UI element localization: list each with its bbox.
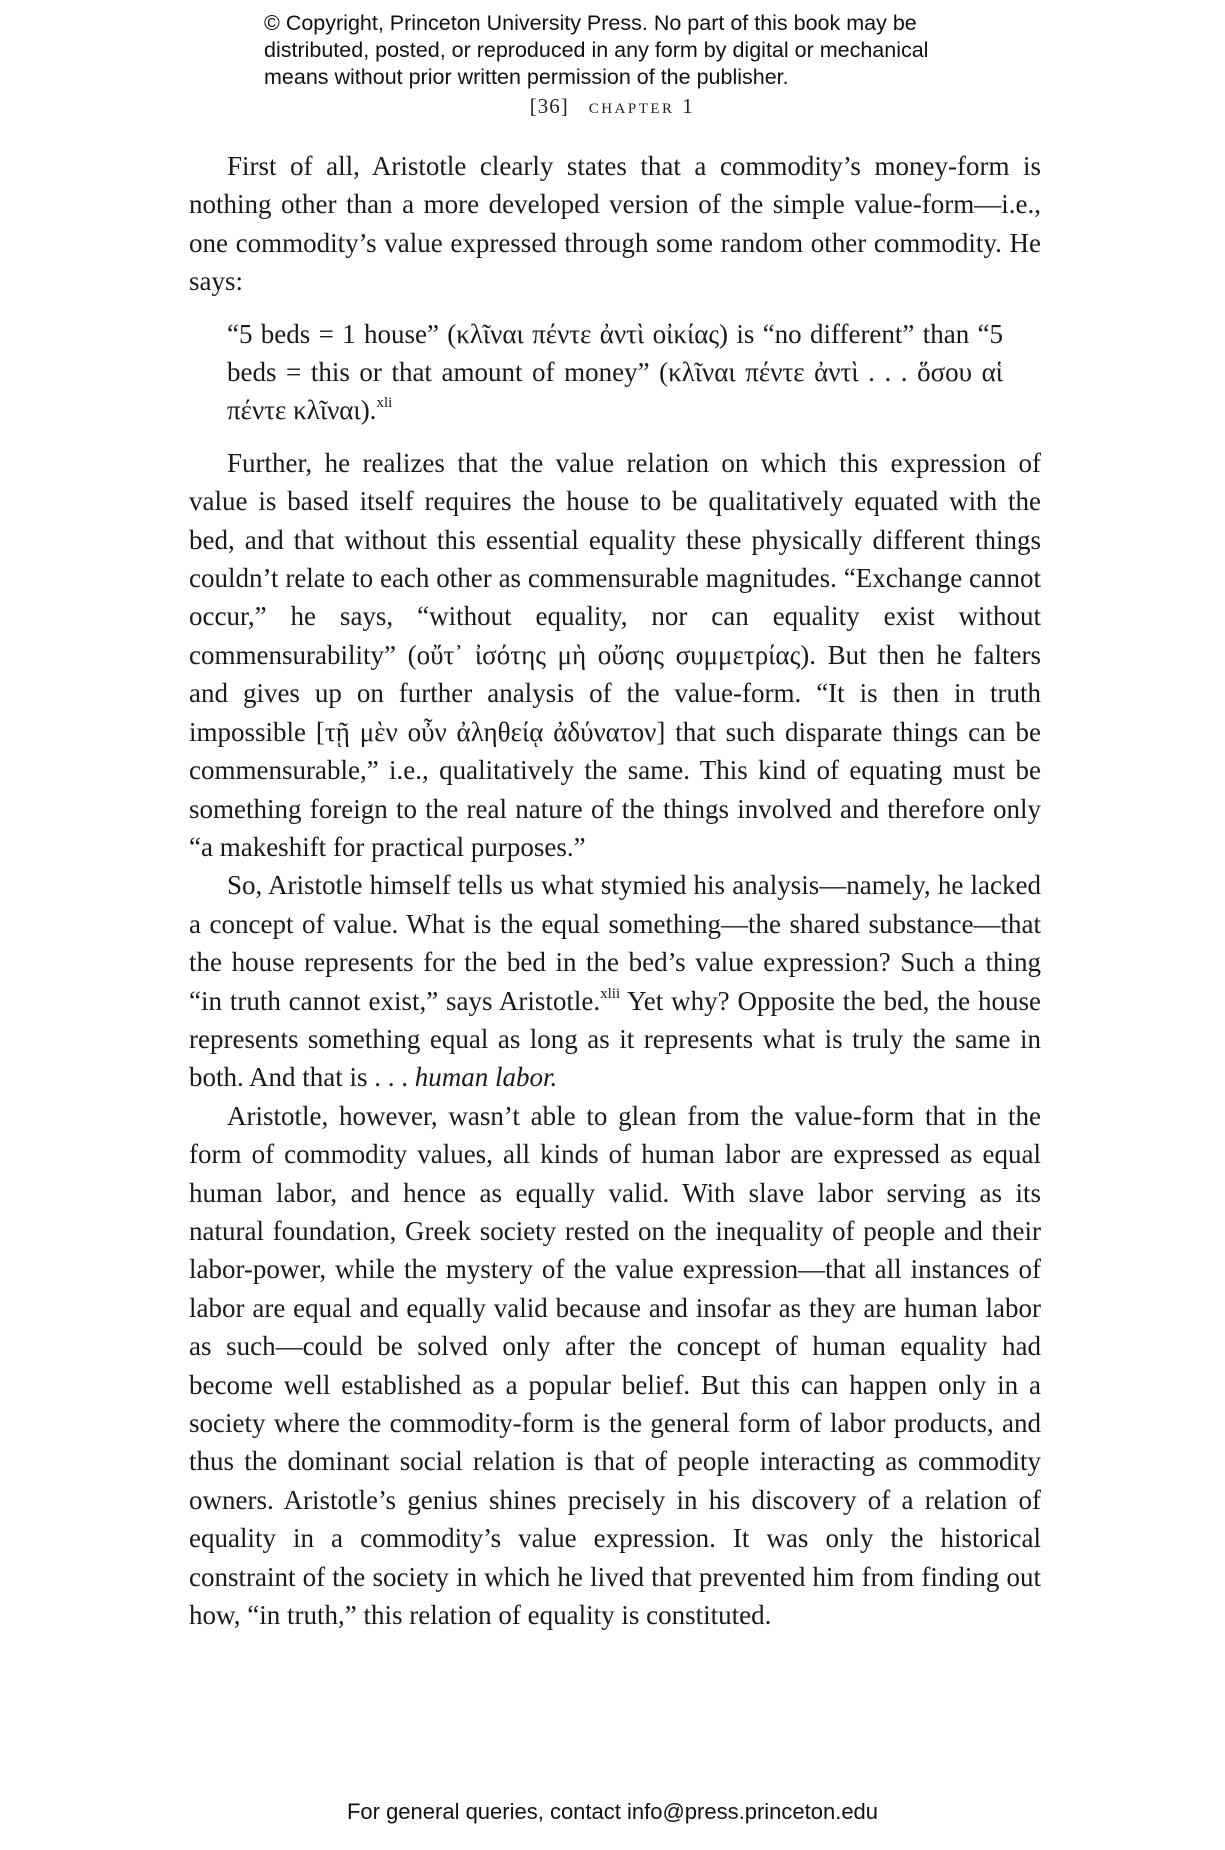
paragraph-4: Aristotle, however, wasn’t able to glean from the value-form that in the form of commodity values, all kinds of human labor are expressed as equal human labor, and hence as equally valid. With slave labor serving as its natural foundation, Greek society rested on the inequality of people and their labor-power, while the mystery of the value expression—that all instances of labor are equal and equally valid because and insofar as they are human labor as such—could be solved only after the concept of human equality had become well established as a popular belief. But this can happen only in a society where the commodity-form is the general form of labor products, and thus the dominant social relation is that of people interacting as commodity owners. Aristotle’s genius shines precisely in his discovery of a relation of equality in a commodity’s value expression. It was only the historical constraint of the society in which he lived that prevented him from finding out how, “in truth,” this relation of equality is constituted. [189, 1100, 1041, 1631]
body-text [189, 147, 1041, 1634]
paragraph-3-text-b: Yet why? Opposite the bed, the house represents something equal as long as it represents what is truly the same in both. And that is . . . [189, 985, 1041, 1093]
chapter-label: chapter 1 [588, 94, 696, 118]
endnote-marker-xlii: xlii [600, 985, 621, 1002]
paragraph-2: Further, he realizes that the value relation on which this expression of value is based itself requires the house to be qualitatively equated with the bed, and that without this essential equality these physically different things couldn’t relate to each other as commensurable magnitudes. “Exchange cannot occur,” he says, “without equality, nor can equality exist without commensurability” (οὔτ᾽ ἰσότης μὴ οὔσης συμμετρίας). But then he falters and gives up on further analysis of the value-form. “It is then in truth impossible [τῇ μὲν οὖν ἀληθείᾳ ἀδύνατον] that such disparate things can be commensurable,” i.e., qualitatively the same. This kind of equating must be something foreign to the real nature of the things involved and therefore only “a makeshift for practical purposes.” [189, 447, 1041, 862]
copyright-notice [264, 10, 984, 91]
endnote-marker-xli: xli [376, 395, 393, 412]
block-quote-text: “5 beds = 1 house” (κλῖναι πέντε ἀντὶ οἰκίας) is “no different” than “5 beds = this or that amount of money” (κλῖναι πέντε ἀντὶ . . . ὅσου αἱ πέντε κλῖναι). [227, 318, 1003, 426]
paragraph-3-emphasis: human labor. [414, 1062, 558, 1093]
running-head [0, 92, 1225, 120]
footer-contact: For general queries, contact info@press.princeton.edu [346, 1799, 879, 1824]
paragraph-1: First of all, Aristotle clearly states that a commodity’s money-form is nothing other than a more developed version of the simple value-form—i.e., one commodity’s value expressed through some random other commodity. He says: [189, 151, 1041, 297]
copyright-line-3: means without prior written permission of the publisher. [264, 65, 789, 89]
page-number: [36] [529, 94, 569, 118]
block-quote [227, 315, 1003, 430]
paragraph-3 [189, 866, 1041, 1096]
copyright-line-2: distributed, posted, or reproduced in any form by digital or mechanical [264, 38, 929, 62]
copyright-line-1: © Copyright, Princeton University Press. No part of this book may be [264, 11, 917, 35]
paragraph-3-text-a: So, Aristotle himself tells us what stymied his analysis—namely, he lacked a concept of value. What is the equal something—the shared substance—that the house represents for the bed in the bed’s value expression? Such a thing “in truth cannot exist,” says Aristotle. [189, 870, 1041, 1016]
